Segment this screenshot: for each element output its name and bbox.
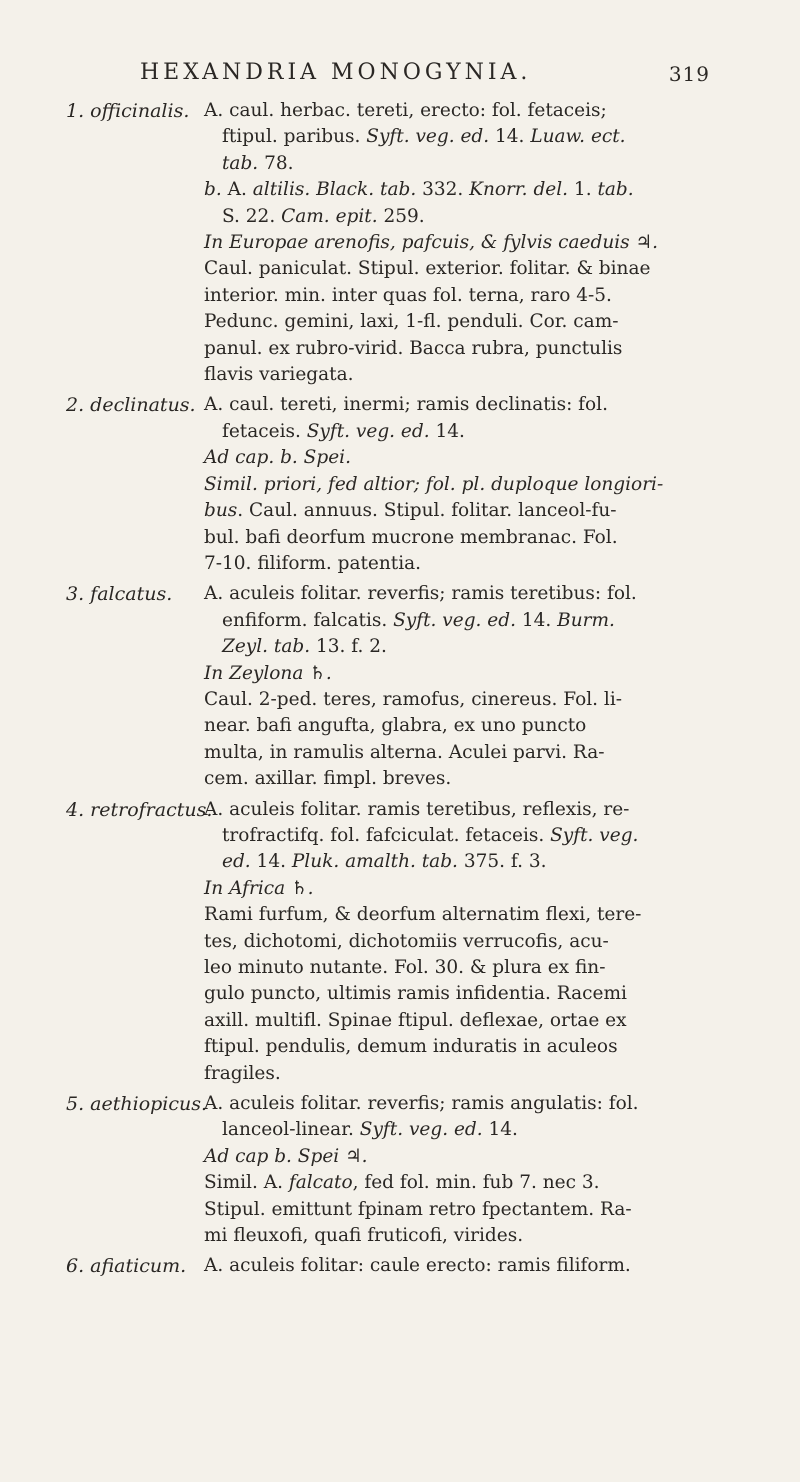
description-line [204,472,746,498]
species-entry [66,1253,746,1279]
text-segment: , fed fol. min. fub 7. nec 3. [352,1172,600,1194]
species-name: 5. aethiopicus. [66,1093,208,1116]
description-line [204,445,746,471]
species-entry [66,98,746,388]
description-line [204,876,746,902]
italic-text: In Europae arenofis, pafcuis, & fylvis caeduis ♃. [204,232,658,254]
description-line [204,525,746,551]
species-entry [66,797,746,1087]
text-segment: 7-10. filiform. patentia. [204,552,422,574]
text-segment: bul. bafi deorfum mucrone membranac. Fol. [204,526,618,548]
description-line [204,392,746,418]
header-title: HEXANDRIA MONOGYNIA. [140,60,532,85]
italic-text: Zeyl. tab. [222,636,311,658]
description-line [204,740,746,766]
text-segment: leo minuto nutante. Fol. 30. & plura ex fin- [204,957,606,978]
description-line [204,1170,746,1196]
description-line [204,177,746,203]
italic-text: Syft. veg. ed. [366,126,490,148]
italic-text: In Africa ♄. [204,877,314,899]
species-description [204,1253,746,1279]
description-line [204,1197,746,1223]
italic-text: tab. [222,152,259,174]
description-line [204,204,746,230]
italic-text: Pluk. amalth. tab. [291,851,458,873]
italic-text: Simil. priori, fed altior; fol. pl. duploque longiori- [204,473,664,495]
italic-text: Knorr. del. [469,179,569,201]
text-segment: 14. [429,420,465,442]
description-line [204,661,746,687]
species-entry [66,581,746,792]
italic-text: Syft. veg. [550,824,639,846]
species-description [204,1091,746,1249]
species-name: 2. declinatus. [66,394,196,417]
text-segment: A. caul. tereti, inermi; ramis declinatis: fol. [204,394,608,416]
text-segment: flavis variegata. [204,364,354,386]
text-segment: multa, in ramulis alterna. Aculei parvi. Ra- [204,741,605,763]
text-segment: A. caul. herbac. tereti, erecto: fol. fetaceis; [204,100,607,121]
species-description [204,797,746,1087]
text-segment: A. aculeis folitar. reverfis; ramis angulatis: fol. [204,1093,639,1115]
text-segment: 78. [258,152,294,174]
species-name: 6. afiaticum. [66,1255,187,1278]
text-segment: A. aculeis folitar. reverfis; ramis teretibus: fol. [204,583,637,605]
text-segment: Stipul. emittunt fpinam retro fpectantem. Ra- [204,1198,632,1220]
text-segment: 13. f. 2. [310,636,387,658]
text-segment: lanceol-linear. [222,1119,360,1141]
text-segment: ftipul. pendulis, demum induratis in aculeos [204,1036,618,1058]
page-number: 319 [668,62,710,86]
text-segment: near. bafi angufta, glabra, ex uno puncto [204,715,587,737]
text-segment: 1. [568,179,598,201]
text-segment: 14. [489,126,531,148]
text-segment: 14. [515,609,558,631]
italic-text: Ad cap b. Spei ♃. [204,1145,368,1167]
description-line [204,1034,746,1060]
description-line [204,1253,746,1279]
species-description [204,581,746,792]
italic-text: Syft. veg. ed. [359,1119,483,1141]
text-segment: 259. [377,205,425,227]
italic-text: In Zeylona ♄. [204,662,332,684]
italic-text: Burm. [557,609,615,631]
description-line [204,124,746,150]
text-segment: 14. [482,1119,518,1141]
species-name: 1. officinalis. [66,100,190,122]
species-entry [66,1091,746,1249]
species-name: 3. falcatus. [66,583,173,606]
description-line [204,98,746,124]
text-segment: A. aculeis folitar: caule erecto: ramis filiform. [204,1255,631,1277]
text-segment: mi fleuxofi, quafi fruticofi, virides. [204,1225,524,1247]
text-segment: Simil. A. [204,1172,289,1194]
italic-text: falcato [288,1172,353,1194]
italic-text: Syft. veg. ed. [393,609,516,631]
species-description [204,392,746,577]
text-segment: gulo puncto, ultimis ramis infidentia. Racemi [204,983,627,1005]
text-segment: axill. multifl. Spinae ftipul. deflexae, ortae ex [204,1009,627,1031]
description-line [204,230,746,256]
text-segment: fragiles. [204,1062,281,1084]
text-segment: interior. min. inter quas fol. terna, raro 4-5. [204,284,612,306]
description-line [204,1117,746,1143]
text-segment: cem. axillar. fimpl. breves. [204,768,452,790]
description-line [204,256,746,282]
description-line [204,151,746,177]
text-segment: S. 22. [222,205,282,227]
description-line [204,797,746,823]
italic-text: Syft. veg. ed. [306,420,430,442]
text-segment: A. [221,179,253,201]
text-segment: A. aculeis folitar. ramis teretibus, reflexis, re- [204,798,630,820]
italic-text: bus [204,500,238,522]
description-line [204,955,746,981]
description-line [204,498,746,524]
description-line [204,1061,746,1087]
text-segment: fetaceis. [222,420,307,442]
text-segment: . Caul. annuus. Stipul. folitar. lanceol-fu- [237,500,617,522]
text-segment: Rami furfum, & deorfum alternatim flexi, tere- [204,904,642,926]
species-description [204,98,746,388]
text-segment: 14. [250,851,292,873]
italic-text: tab. [597,179,634,201]
italic-text: altilis. Black. tab. [252,179,417,201]
description-line [204,336,746,362]
description-line [204,634,746,660]
text-segment: 332. [416,179,470,201]
description-line [204,419,746,445]
italic-text: ed. [222,851,251,873]
description-line [204,1008,746,1034]
text-segment: trofractifq. fol. fafciculat. fetaceis. [222,824,551,846]
species-list [66,98,746,1284]
description-line [204,1223,746,1249]
description-line [204,713,746,739]
text-segment: enfiform. falcatis. [222,609,394,631]
text-segment: 375. f. 3. [457,851,547,873]
description-line [204,766,746,792]
description-line [204,309,746,335]
description-line [204,929,746,955]
description-line [204,981,746,1007]
description-line [204,551,746,577]
text-segment: panul. ex rubro-virid. Bacca rubra, punctulis [204,337,623,359]
running-header [140,60,710,85]
text-segment: Caul. paniculat. Stipul. exterior. folitar. & binae [204,258,651,280]
description-line [204,1144,746,1170]
text-segment: tes, dichotomi, dichotomiis verrucofis, acu- [204,930,609,952]
description-line [204,283,746,309]
text-segment: ftipul. paribus. [222,126,367,148]
italic-text: Luaw. ect. [530,126,626,148]
species-name: 4. retrofractus. [66,798,213,821]
description-line [204,581,746,607]
italic-text: Ad cap. b. Spei. [204,447,351,469]
description-line [204,1091,746,1117]
description-line [204,823,746,849]
text-segment: Pedunc. gemini, laxi, 1-fl. penduli. Cor. cam- [204,311,619,333]
italic-text: Cam. epit. [281,205,378,227]
italic-text: b. [204,179,222,201]
text-segment: Caul. 2-ped. teres, ramofus, cinereus. Fol. li- [204,688,623,710]
description-line [204,849,746,875]
description-line [204,687,746,713]
description-line [204,902,746,928]
species-entry [66,392,746,577]
description-line [204,608,746,634]
description-line [204,362,746,388]
